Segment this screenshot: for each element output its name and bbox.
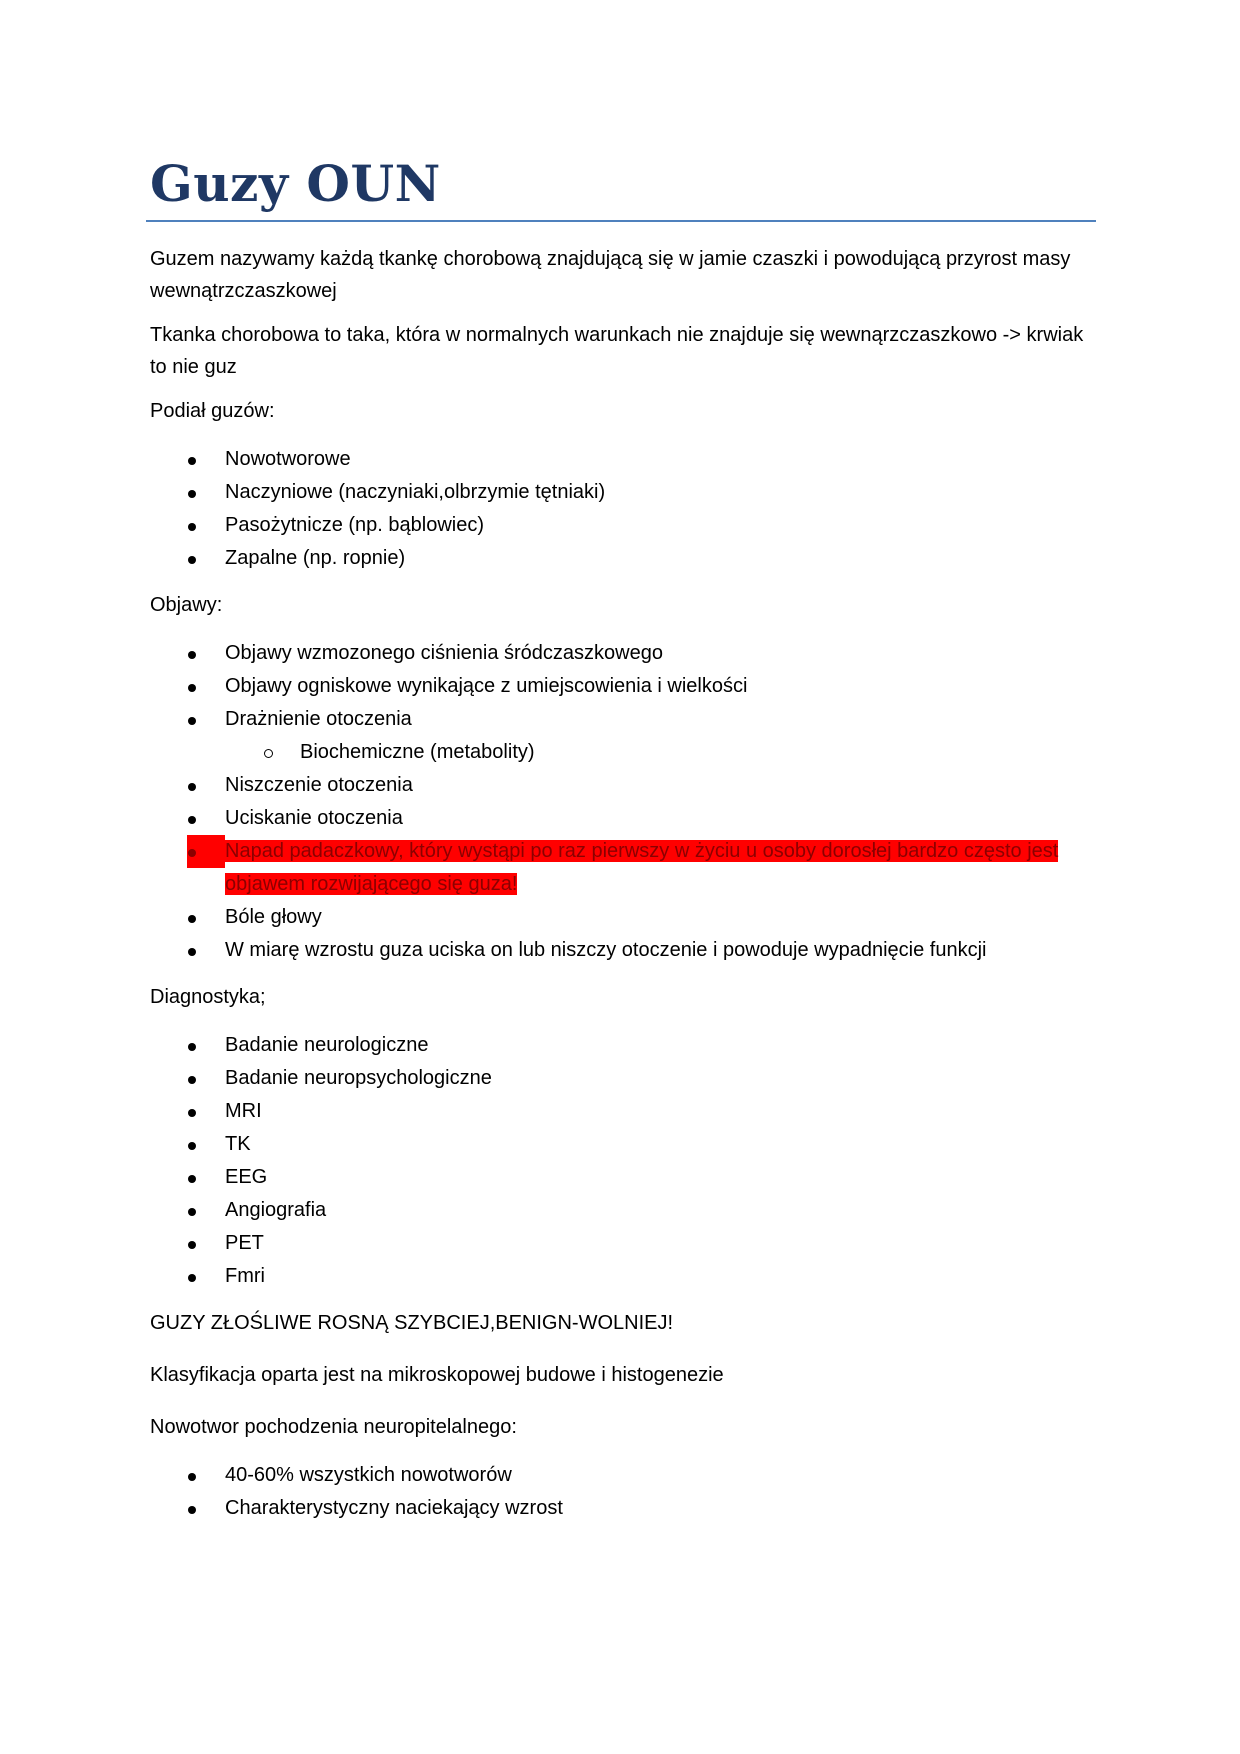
- list-item: Bóle głowy: [150, 901, 1096, 934]
- bullet-icon: [188, 490, 196, 498]
- bullet-icon: [188, 1241, 196, 1249]
- bullet-icon: [188, 717, 196, 725]
- bullet-icon: [188, 1142, 196, 1150]
- division-heading: Podiał guzów:: [150, 400, 275, 422]
- bullet-icon: [188, 1076, 196, 1084]
- bullet-icon: [188, 849, 196, 857]
- list-item: Pasożytnicze (np. bąblowiec): [150, 509, 1096, 542]
- division-list: [150, 443, 1096, 575]
- bullet-icon: [188, 684, 196, 692]
- list-item: Objawy ogniskowe wynikające z umiejscowienia i wielkości: [150, 670, 1096, 703]
- classification-note: Klasyfikacja oparta jest na mikroskopowej budowe i histogenezie: [150, 1364, 724, 1386]
- list-item: PET: [150, 1227, 1096, 1260]
- bullet-icon: [188, 1043, 196, 1051]
- bullet-icon: [188, 1506, 196, 1514]
- document-title: Guzy OUN: [150, 154, 441, 213]
- intro-paragraph-2: Tkanka chorobowa to taka, która w normalnych warunkach nie znajduje się wewnąrzczaszkowo -> krwiak to nie guz: [150, 324, 1084, 378]
- neuroepithelial-heading: Nowotwor pochodzenia neuropitelalnego:: [150, 1416, 517, 1438]
- list-item: TK: [150, 1128, 1096, 1161]
- bullet-icon: [188, 915, 196, 923]
- list-item: Naczyniowe (naczyniaki,olbrzymie tętniaki): [150, 476, 1096, 509]
- diagnostics-heading: Diagnostyka;: [150, 986, 266, 1008]
- sub-list-item: Biochemiczne (metabolity): [150, 736, 1096, 769]
- bullet-icon: [188, 651, 196, 659]
- list-item: Badanie neurologiczne: [150, 1029, 1096, 1062]
- list-item: Fmri: [150, 1260, 1096, 1293]
- bullet-icon: [188, 948, 196, 956]
- bullet-icon: [188, 523, 196, 531]
- symptoms-heading: Objawy:: [150, 594, 223, 616]
- bullet-icon: [188, 1109, 196, 1117]
- list-item: Zapalne (np. ropnie): [150, 542, 1096, 575]
- highlighted-list-item: [150, 835, 1096, 901]
- bullet-icon: [188, 783, 196, 791]
- list-item: EEG: [150, 1161, 1096, 1194]
- growth-note: GUZY ZŁOŚLIWE ROSNĄ SZYBCIEJ,BENIGN-WOLNIEJ!: [150, 1312, 674, 1334]
- bullet-icon: [188, 556, 196, 564]
- list-item: MRI: [150, 1095, 1096, 1128]
- list-item: Objawy wzmozonego ciśnienia śródczaszkowego: [150, 637, 1096, 670]
- list-item: Niszczenie otoczenia: [150, 769, 1096, 802]
- document-page: [150, 140, 1096, 1525]
- bullet-icon: [188, 457, 196, 465]
- list-item: Charakterystyczny naciekający wzrost: [150, 1492, 1096, 1525]
- list-item: Drażnienie otoczenia: [150, 703, 1096, 736]
- hollow-bullet-icon: [264, 749, 273, 758]
- list-item: Angiografia: [150, 1194, 1096, 1227]
- list-item: Nowotworowe: [150, 443, 1096, 476]
- bullet-icon: [188, 1175, 196, 1183]
- bullet-icon: [188, 816, 196, 824]
- list-item: 40-60% wszystkich nowotworów: [150, 1459, 1096, 1492]
- bullet-icon: [188, 1274, 196, 1282]
- bullet-icon: [188, 1473, 196, 1481]
- intro-paragraph-1: Guzem nazywamy każdą tkankę chorobową znajdującą się w jamie czaszki i powodującą przyrost masy wewnątrzczaszkowej: [150, 248, 1071, 302]
- title-underline: [146, 220, 1096, 222]
- list-item: Badanie neuropsychologiczne: [150, 1062, 1096, 1095]
- bullet-icon: [188, 1208, 196, 1216]
- symptoms-list: [150, 637, 1096, 967]
- diagnostics-list: [150, 1029, 1096, 1293]
- highlighted-text: Napad padaczkowy, który wystąpi po raz pierwszy w życiu u osoby dorosłej bardzo często jest objawem rozwijającego się guza!: [225, 840, 1059, 895]
- neuroepithelial-list: [150, 1459, 1096, 1525]
- list-item: W miarę wzrostu guza uciska on lub niszczy otoczenie i powoduje wypadnięcie funkcji: [150, 934, 1096, 967]
- list-item: Uciskanie otoczenia: [150, 802, 1096, 835]
- highlight-bullet-area: [187, 835, 225, 868]
